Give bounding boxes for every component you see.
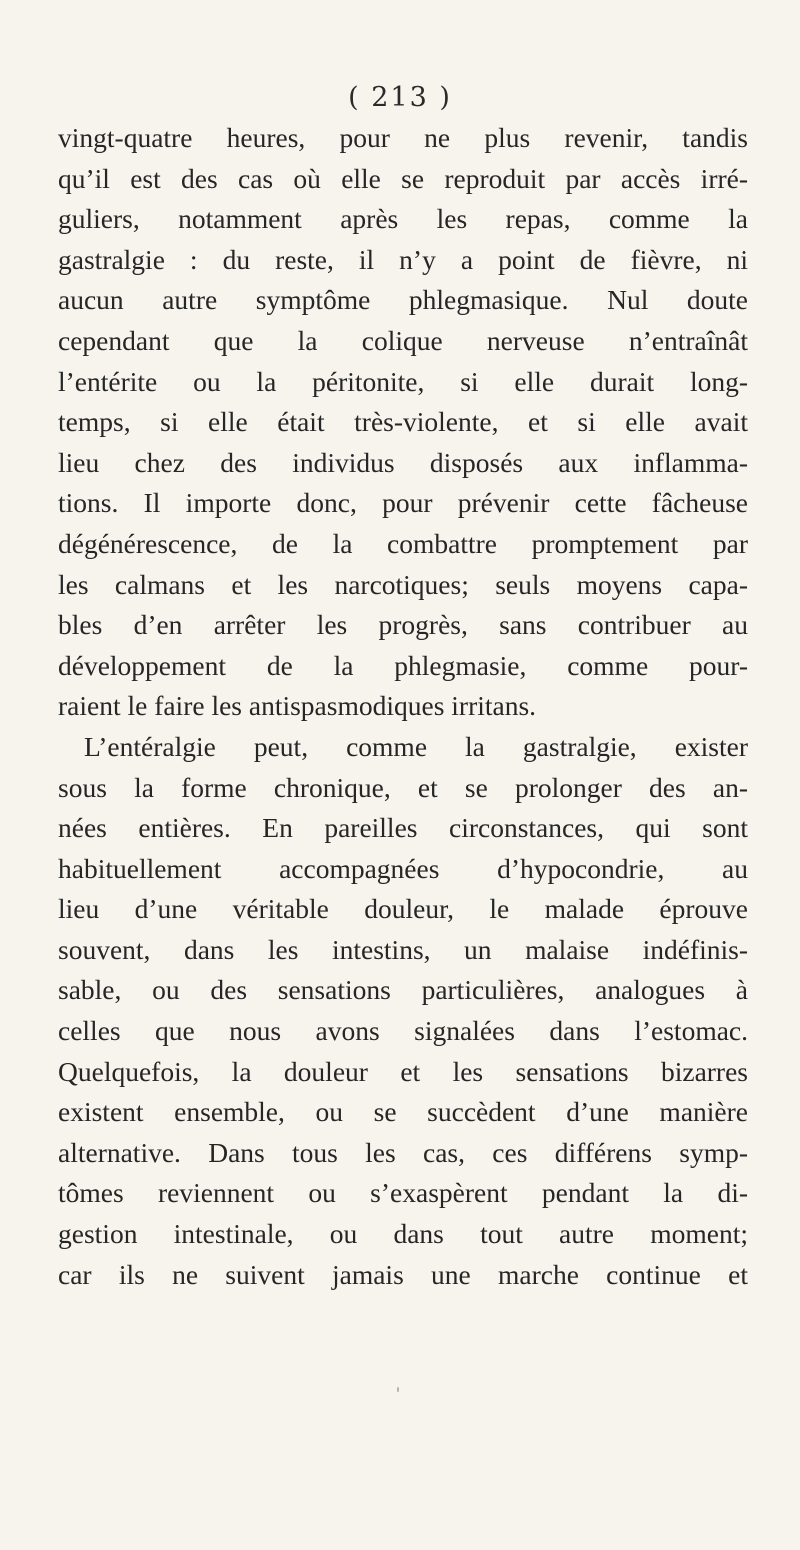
text-line: gastralgie : du reste, il n’y a point de fièvre, ni: [58, 243, 748, 275]
text-line: Quelquefois, la douleur et les sensations bizarres: [58, 1055, 748, 1087]
text-line: car ils ne suivent jamais une marche continue et: [58, 1258, 748, 1290]
text-line: tômes reviennent ou s’exaspèrent pendant la di-: [58, 1177, 748, 1209]
text-line: tions. Il importe donc, pour prévenir cette fâcheuse: [58, 487, 748, 519]
text-line: aucun autre symptôme phlegmasique. Nul doute: [58, 284, 748, 316]
page-number: ( 213 ): [348, 82, 452, 113]
text-line: lieu chez des individus disposés aux inflamma-: [58, 446, 748, 478]
text-line: bles d’en arrêter les progrès, sans contribuer au: [58, 609, 748, 641]
text-line: gestion intestinale, ou dans tout autre moment;: [58, 1218, 748, 1250]
body-text: [58, 118, 748, 1295]
text-line: sable, ou des sensations particulières, analogues à: [58, 974, 748, 1006]
text-line: développement de la phlegmasie, comme pour-: [58, 649, 748, 681]
text-line: L’entéralgie peut, comme la gastralgie, exister: [84, 730, 748, 762]
text-line: souvent, dans les intestins, un malaise indéfinis-: [58, 933, 748, 965]
text-line: cependant que la colique nerveuse n’entraînât: [58, 324, 748, 356]
text-line: alternative. Dans tous les cas, ces différens symp-: [58, 1136, 748, 1168]
text-line: sous la forme chronique, et se prolonger des an-: [58, 771, 748, 803]
text-line: habituellement accompagnées d’hypocondrie, au: [58, 852, 748, 884]
paragraph-1: [58, 118, 748, 727]
text-line: existent ensemble, ou se succèdent d’une manière: [58, 1096, 748, 1128]
text-line: guliers, notamment après les repas, comme la: [58, 203, 748, 235]
text-line: celles que nous avons signalées dans l’estomac.: [58, 1015, 748, 1047]
text-line: les calmans et les narcotiques; seuls moyens capa-: [58, 568, 748, 600]
text-line: temps, si elle était très-violente, et si elle avait: [58, 406, 748, 438]
text-line: nées entières. En pareilles circonstances, qui sont: [58, 812, 748, 844]
paper-speck: [397, 1387, 399, 1392]
text-line: raient le faire les antispasmodiques irritans.: [58, 690, 537, 722]
text-line: vingt-quatre heures, pour ne plus revenir, tandis: [58, 122, 748, 153]
text-line: l’entérite ou la péritonite, si elle durait long-: [58, 365, 748, 397]
text-line: dégénérescence, de la combattre promptement par: [58, 527, 748, 559]
paragraph-2: [58, 727, 748, 1295]
text-line: qu’il est des cas où elle se reproduit par accès irré-: [58, 162, 748, 194]
text-line: lieu d’une véritable douleur, le malade éprouve: [58, 893, 748, 925]
